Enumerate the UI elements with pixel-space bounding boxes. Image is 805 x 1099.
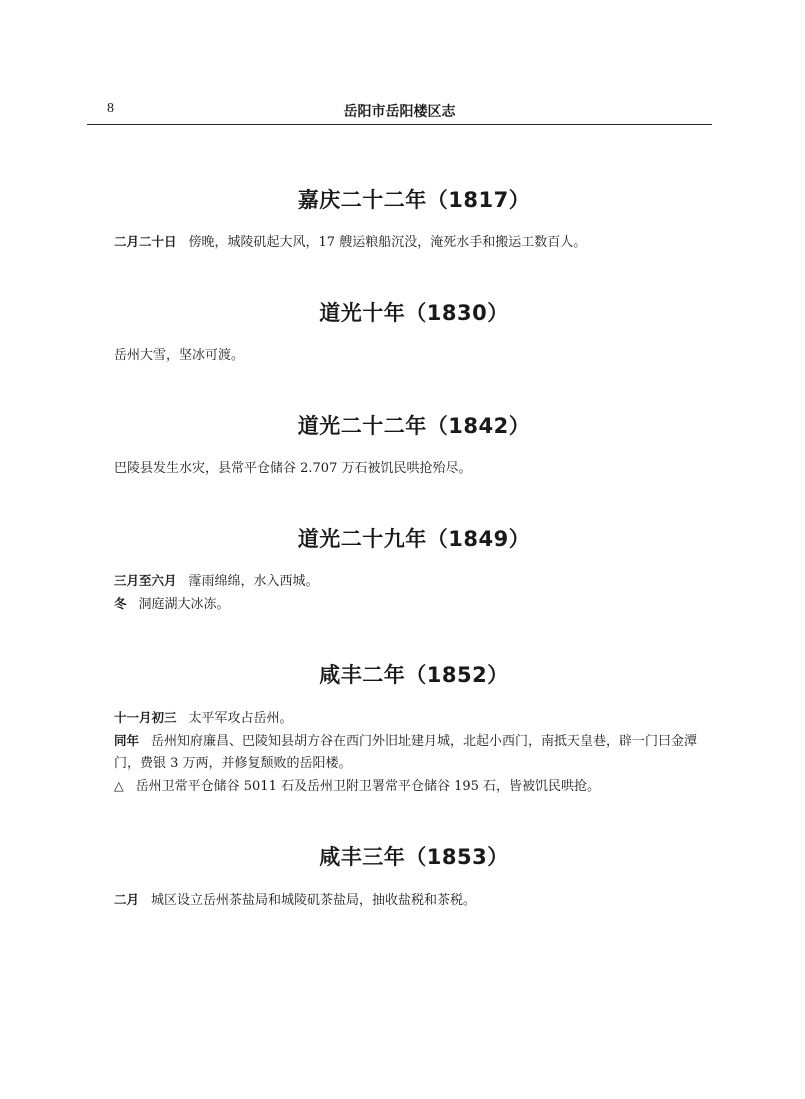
entry-text: 傍晚，城陵矶起大风，17 艘运粮船沉没，淹死水手和搬运工数百人。	[188, 235, 587, 250]
entry-list	[114, 345, 714, 367]
page-number: 8	[107, 101, 114, 116]
year-section	[114, 412, 714, 480]
entry-text: 巴陵县发生水灾，县常平仓储谷 2.707 万石被饥民哄抢殆尽。	[114, 461, 472, 476]
entry-date: 二月	[114, 892, 140, 907]
entry-list	[114, 707, 714, 798]
entry-list	[114, 889, 714, 912]
year-section	[114, 299, 714, 367]
entry	[114, 707, 714, 730]
entry-date: 冬	[114, 596, 127, 611]
entry	[114, 458, 714, 480]
entry-list	[114, 231, 714, 254]
entry-date: 同年	[114, 733, 140, 748]
year-section	[114, 661, 714, 798]
entry-text: 岳州大雪，坚冰可渡。	[114, 348, 245, 363]
page-header	[87, 98, 712, 125]
running-title: 岳阳市岳阳楼区志	[343, 104, 456, 120]
section-heading: 道光二十二年（1842）	[297, 414, 531, 438]
entry	[114, 570, 714, 593]
year-section	[114, 525, 714, 616]
entry-list	[114, 570, 714, 616]
section-heading: 咸丰三年（1853）	[319, 845, 509, 869]
entry-text: 岳州卫常平仓储谷 5011 石及岳州卫附卫署常平仓储谷 195 石，皆被饥民哄抢。	[135, 779, 601, 794]
year-section	[114, 843, 714, 912]
section-heading: 道光二十九年（1849）	[297, 527, 531, 551]
entry-date: 三月至六月	[114, 573, 177, 588]
entry-text: 洞庭湖大冰冻。	[138, 597, 230, 612]
entry-text: 城区设立岳州茶盐局和城陵矶茶盐局，抽收盐税和茶税。	[151, 893, 477, 908]
year-section	[114, 186, 714, 254]
section-heading: 嘉庆二十二年（1817）	[297, 188, 531, 212]
entry-list	[114, 458, 714, 480]
entry-text: 霪雨绵绵，水入西城。	[188, 574, 319, 589]
entry-date: 二月二十日	[114, 234, 177, 249]
entry	[114, 775, 714, 798]
entry-text: 岳州知府廉昌、巴陵知县胡方谷在西门外旧址建月城，北起小西门，南抵天皇巷，辟一门曰金潭门，费银 3 万两，并修复颓败的岳阳楼。	[114, 734, 698, 771]
entry	[114, 231, 714, 254]
entry-date: 十一月初三	[114, 710, 177, 725]
section-heading: 咸丰二年（1852）	[319, 663, 509, 687]
entry	[114, 345, 714, 367]
entry	[114, 593, 714, 616]
entry	[114, 730, 714, 775]
entry-text: 太平军攻占岳州。	[188, 711, 293, 726]
entry-date: △	[114, 778, 124, 793]
section-heading: 道光十年（1830）	[319, 301, 509, 325]
entry	[114, 889, 714, 912]
